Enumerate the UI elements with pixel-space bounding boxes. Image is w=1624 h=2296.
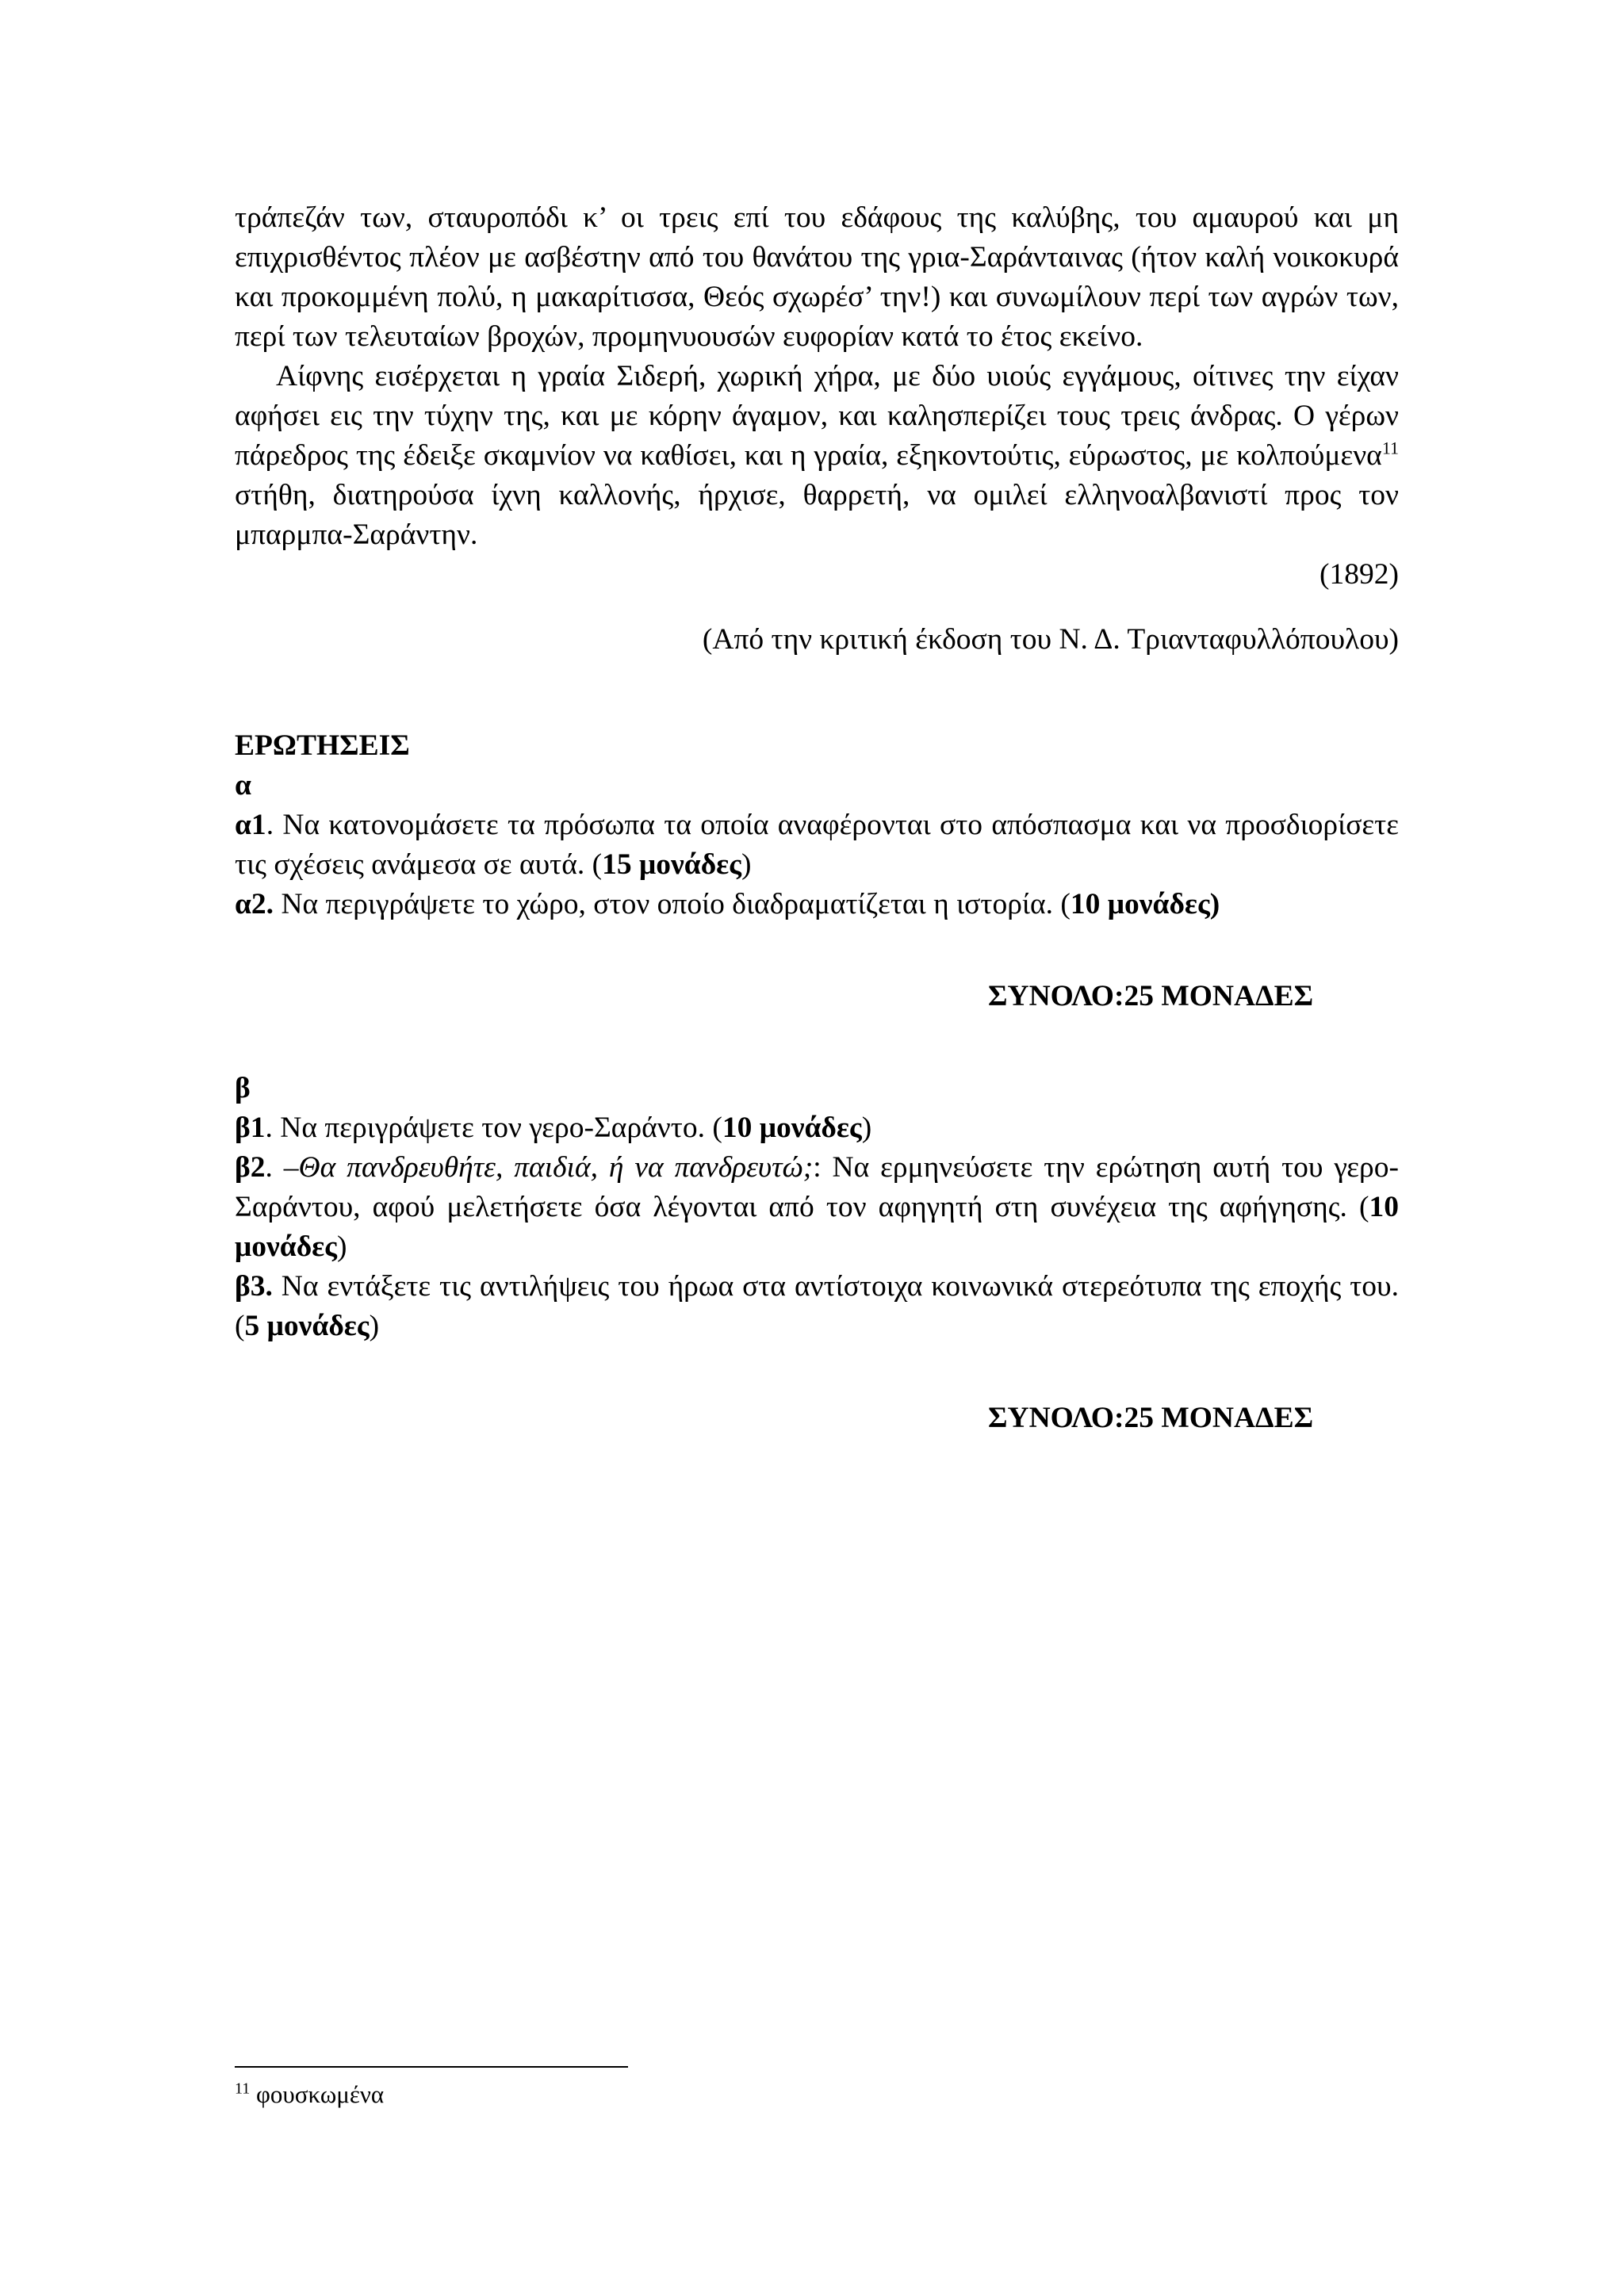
question-b2-text: : Να ερμηνεύσετε την ερώτηση αυτή του γερο-Σαράντου, αφού μελετήσετε όσα λέγονται από τον αφηγητή στη συνέχεια της αφήγησης. ( <box>235 1151 1399 1223</box>
question-b1-points: 10 μονάδες <box>722 1112 862 1144</box>
question-a2-text: Να περιγράψετε το χώρο, στον οποίο διαδραματίζεται η ιστορία. ( <box>274 888 1071 920</box>
question-b2-dot: . <box>265 1151 284 1184</box>
section-a-label: α <box>235 769 251 802</box>
question-b1-number: β1 <box>235 1112 266 1144</box>
passage-paragraph-1: τράπεζάν των, σταυροπόδι κ’ οι τρεις επί του εδάφους της καλύβης, του αμαυρού και μη επιχρισθέντος πλέον με ασβέστην από του θανάτου της γρια-Σαράνταινας (ήτον καλή νοικοκυρά και προκομμένη πολύ, η μακαρίτισσα, Θεός σχωρέσ’ την!) και συνωμίλουν περί των αγρών των, περί των τελευταίων βροχών, προμηνυουσών ευφορίαν κατά το έτος εκείνο. <box>235 201 1399 353</box>
spacer <box>235 1346 1399 1399</box>
question-a2 <box>235 885 1399 924</box>
question-a1-points: 15 μονάδες <box>602 848 741 881</box>
question-b2-close: ) <box>337 1230 347 1263</box>
passage-paragraph-2-part-b: στήθη, διατηρούσα ίχνη καλλονής, ήρχισε, θαρρετή, να ομιλεί ελληνοαλβανιστί προς τον μπαρμπα-Σαράντην. <box>235 479 1399 551</box>
question-b3 <box>235 1267 1399 1346</box>
spacer <box>235 924 1399 977</box>
spacer <box>235 595 1399 620</box>
question-b3-close: ) <box>369 1310 380 1342</box>
question-a1-number: α1 <box>235 809 266 841</box>
section-b-label: β <box>235 1072 251 1104</box>
question-b3-points: 5 μονάδες <box>244 1310 370 1342</box>
question-b3-number: β3. <box>235 1270 273 1303</box>
question-a1-text: . Να κατονομάσετε τα πρόσωπα τα οποία αναφέρονται στο απόσπασμα και να προσδιορίσετε τις σχέσεις ανάμεσα σε αυτά. ( <box>235 809 1399 881</box>
passage-paragraph-2-part-a: Αίφνης εισέρχεται η γραία Σιδερή, χωρική χήρα, με δύο υιούς εγγάμους, οίτινες την είχαν αφήσει εις την τύχην της, και με κόρην άγαμον, και καλησπερίζει τους τρεις άνδρας. Ο γέρων πάρεδρος της έδειξε σκαμνίον να καθίσει, και η γραία, εξηκοντούτις, εύρωστος, με κολπούμενα <box>235 360 1399 472</box>
footnote-reference[interactable]: 11 <box>1381 438 1399 458</box>
passage-paragraph-2 <box>235 357 1399 555</box>
document-body <box>235 198 1399 1438</box>
passage-source: (Από την κριτική έκδοση του Ν. Δ. Τριανταφυλλόπουλου) <box>702 623 1399 656</box>
section-b-total: ΣΥΝΟΛΟ:25 ΜΟΝΑΔΕΣ <box>988 1402 1314 1434</box>
question-a2-number: α2. <box>235 888 274 920</box>
question-b2-number: β2 <box>235 1151 266 1184</box>
question-a1-close: ) <box>741 848 752 881</box>
question-b2-points: 10 μονάδες <box>235 1191 1399 1263</box>
footnote-separator <box>235 2066 628 2068</box>
question-b2 <box>235 1148 1399 1267</box>
spacer <box>235 660 1399 726</box>
footnote <box>235 2079 384 2110</box>
question-a1 <box>235 806 1399 885</box>
footnote-number: 11 <box>235 2080 251 2098</box>
question-b2-quote: –Θα πανδρευθήτε, παιδιά, ή να πανδρευτώ; <box>283 1151 814 1184</box>
question-b3-text: Να εντάξετε τις αντιλήψεις του ήρωα στα αντίστοιχα κοινωνικά στερεότυπα της εποχής του. ( <box>235 1270 1399 1342</box>
question-a2-points: 10 μονάδες) <box>1070 888 1220 920</box>
question-b1 <box>235 1108 1399 1148</box>
section-a-total: ΣΥΝΟΛΟ:25 ΜΟΝΑΔΕΣ <box>988 980 1314 1012</box>
questions-heading: ΕΡΩΤΗΣΕΙΣ <box>235 729 410 762</box>
passage-year: (1892) <box>1320 558 1399 591</box>
question-b1-close: ) <box>861 1112 872 1144</box>
spacer <box>235 1016 1399 1069</box>
question-b1-text: . Να περιγράψετε τον γερο-Σαράντο. ( <box>265 1112 722 1144</box>
footnote-text: φουσκωμένα <box>250 2080 385 2108</box>
